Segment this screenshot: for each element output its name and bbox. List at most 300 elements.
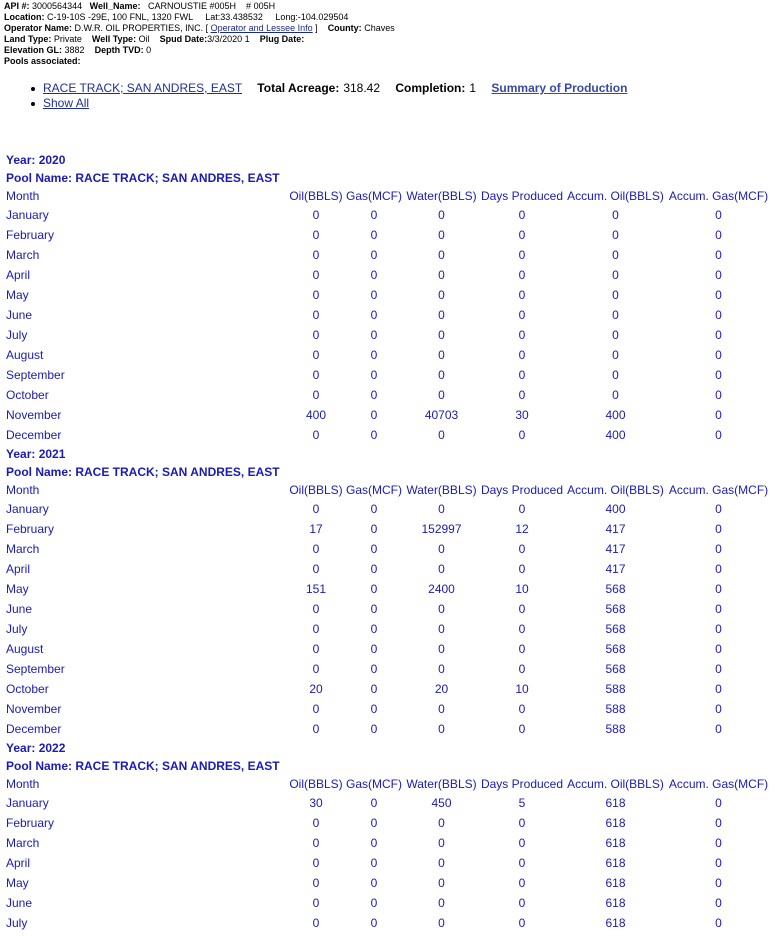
value-cell: 0 [715, 248, 722, 262]
value-cell: 0 [370, 368, 378, 382]
header-line-6 [4, 56, 780, 67]
month-cell: September [6, 662, 65, 676]
table-row [0, 385, 771, 405]
value-cell: 0 [518, 916, 526, 930]
column-header: Gas(MCF) [346, 483, 402, 497]
value-cell: 0 [715, 542, 722, 556]
value-cell: 0 [715, 602, 722, 616]
pool-link[interactable]: RACE TRACK; SAN ANDRES, EAST [43, 81, 242, 95]
value-cell: 568 [605, 662, 626, 676]
month-cell: March [6, 836, 40, 850]
value-cell: 0 [715, 916, 722, 930]
value-cell: 0 [438, 288, 445, 302]
value-cell: 0 [715, 836, 722, 850]
value-cell: 0 [370, 682, 378, 696]
value-cell: 0 [370, 622, 378, 636]
year-title: Year: 2021 [6, 447, 66, 461]
location-label: Location: [4, 12, 45, 22]
value-cell: 0 [438, 876, 445, 890]
operator-value: D.W.R. OIL PROPERTIES, INC. [74, 23, 204, 33]
value-cell: 0 [518, 328, 526, 342]
value-cell: 0 [612, 268, 619, 282]
value-cell: 0 [438, 348, 445, 362]
value-cell: 10 [515, 682, 529, 696]
api-label: API #: [4, 1, 30, 11]
pool-name-title: Pool Name: RACE TRACK; SAN ANDRES, EAST [6, 171, 280, 185]
api-value: 3000564344 [32, 1, 83, 11]
value-cell: 40703 [424, 408, 459, 422]
value-cell: 568 [605, 602, 626, 616]
well-number-value: 005H [253, 1, 276, 11]
value-cell: 152997 [421, 522, 462, 536]
value-cell: 0 [518, 308, 526, 322]
value-cell: 0 [715, 408, 722, 422]
value-cell: 0 [312, 502, 320, 516]
value-cell: 400 [605, 502, 626, 516]
year-title: Year: 2022 [6, 741, 66, 755]
value-cell: 0 [312, 702, 320, 716]
value-cell: 0 [312, 368, 320, 382]
table-row [0, 659, 771, 679]
table-row [0, 325, 771, 345]
value-cell: 588 [605, 722, 626, 736]
month-cell: November [6, 702, 62, 716]
production-table [0, 481, 771, 739]
column-header: Water(BBLS) [406, 777, 477, 791]
well-header [0, 0, 784, 67]
value-cell: 0 [518, 836, 526, 850]
value-cell: 0 [438, 602, 445, 616]
well-name-value: CARNOUSTIE #005H [147, 1, 237, 11]
value-cell: 0 [370, 522, 378, 536]
column-header: Accum. Oil(BBLS) [567, 777, 664, 791]
value-cell: 0 [312, 622, 320, 636]
lat-value: 33.438532 [220, 12, 263, 22]
column-header: Accum. Oil(BBLS) [567, 483, 664, 497]
value-cell: 0 [518, 722, 526, 736]
column-header: Month [6, 777, 40, 791]
value-cell: 0 [612, 248, 619, 262]
value-cell: 0 [312, 288, 320, 302]
month-cell: June [6, 308, 33, 322]
column-header: Gas(MCF) [346, 189, 402, 203]
table-row [0, 619, 771, 639]
long-label: Long: [275, 12, 298, 22]
value-cell: 0 [312, 388, 320, 402]
value-cell: 588 [605, 702, 626, 716]
value-cell: 0 [438, 896, 445, 910]
value-cell: 0 [518, 208, 526, 222]
value-cell: 0 [370, 642, 378, 656]
table-row [0, 285, 771, 305]
acreage-value: 318.42 [343, 81, 381, 95]
value-cell: 0 [715, 502, 722, 516]
value-cell: 0 [715, 682, 722, 696]
table-row [0, 699, 771, 719]
month-cell: June [6, 896, 33, 910]
table-row [0, 225, 771, 245]
month-cell: May [6, 582, 29, 596]
month-cell: February [6, 228, 55, 242]
table-row [0, 793, 771, 813]
value-cell: 0 [370, 876, 378, 890]
month-cell: January [6, 502, 49, 516]
value-cell: 0 [370, 388, 378, 402]
month-cell: September [6, 368, 65, 382]
value-cell: 0 [438, 562, 445, 576]
table-header-row [0, 775, 771, 793]
value-cell: 0 [612, 328, 619, 342]
month-cell: December [6, 428, 62, 442]
month-cell: April [6, 856, 31, 870]
column-header: Gas(MCF) [346, 777, 402, 791]
table-row [0, 345, 771, 365]
value-cell: 0 [715, 228, 722, 242]
land-type-value: Private [53, 34, 82, 44]
table-row [0, 559, 771, 579]
value-cell: 0 [312, 896, 320, 910]
table-row [0, 265, 771, 285]
pools-associated-label: Pools associated: [4, 56, 81, 66]
value-cell: 0 [518, 856, 526, 870]
value-cell: 0 [312, 722, 320, 736]
value-cell: 0 [438, 308, 445, 322]
value-cell: 0 [370, 702, 378, 716]
value-cell: 0 [370, 542, 378, 556]
plug-date-label: Plug Date: [259, 34, 305, 44]
value-cell: 0 [715, 348, 722, 362]
elevation-value: 3882 [64, 45, 85, 55]
month-cell: March [6, 542, 40, 556]
table-row [0, 893, 771, 913]
value-cell: 0 [715, 876, 722, 890]
pool-list-item [43, 81, 784, 96]
value-cell: 0 [370, 348, 378, 362]
value-cell: 20 [434, 682, 449, 696]
value-cell: 0 [518, 368, 526, 382]
value-cell: 0 [518, 562, 526, 576]
header-line-1 [4, 1, 780, 12]
table-header-row [0, 187, 771, 205]
value-cell: 0 [438, 856, 445, 870]
table-row [0, 853, 771, 873]
month-cell: December [6, 722, 62, 736]
value-cell: 0 [312, 856, 320, 870]
column-header: Days Produced [480, 777, 564, 791]
value-cell: 0 [715, 816, 722, 830]
month-cell: April [6, 268, 31, 282]
value-cell: 0 [312, 916, 320, 930]
depth-label: Depth TVD: [94, 45, 144, 55]
value-cell: 0 [312, 348, 320, 362]
long-value: -104.029504 [297, 12, 349, 22]
value-cell: 0 [370, 268, 378, 282]
column-header: Days Produced [480, 189, 564, 203]
value-cell: 0 [370, 836, 378, 850]
value-cell: 0 [518, 816, 526, 830]
value-cell: 0 [370, 408, 378, 422]
value-cell: 30 [309, 796, 323, 810]
month-cell: June [6, 602, 33, 616]
county-value: Chaves [364, 23, 395, 33]
month-cell: May [6, 876, 29, 890]
value-cell: 568 [605, 582, 626, 596]
value-cell: 0 [438, 722, 445, 736]
value-cell: 0 [438, 916, 445, 930]
completion-value: 1 [469, 81, 477, 95]
production-table [0, 775, 771, 933]
value-cell: 0 [518, 602, 526, 616]
value-cell: 618 [605, 896, 626, 910]
value-cell: 0 [312, 542, 320, 556]
value-cell: 0 [370, 722, 378, 736]
table-row [0, 719, 771, 739]
operator-label: Operator Name: [4, 23, 73, 33]
month-cell: July [6, 328, 28, 342]
value-cell: 0 [370, 582, 378, 596]
column-header: Accum. Gas(MCF) [668, 483, 769, 497]
value-cell: 0 [518, 348, 526, 362]
well-name-label: Well_Name: [89, 1, 141, 11]
value-cell: 417 [605, 562, 626, 576]
month-cell: May [6, 288, 29, 302]
value-cell: 0 [518, 622, 526, 636]
table-header-row [0, 481, 771, 499]
header-line-5 [4, 45, 780, 56]
table-row [0, 499, 771, 519]
value-cell: 0 [518, 702, 526, 716]
value-cell: 0 [370, 602, 378, 616]
table-row [0, 365, 771, 385]
value-cell: 568 [605, 642, 626, 656]
value-cell: 0 [715, 288, 722, 302]
month-cell: April [6, 562, 31, 576]
value-cell: 0 [715, 368, 722, 382]
value-cell: 0 [518, 268, 526, 282]
value-cell: 0 [518, 502, 526, 516]
header-line-4 [4, 34, 780, 45]
value-cell: 0 [612, 308, 619, 322]
column-header: Accum. Gas(MCF) [668, 189, 769, 203]
value-cell: 0 [715, 622, 722, 636]
value-cell: 0 [370, 328, 378, 342]
table-row [0, 405, 771, 425]
column-header: Oil(BBLS) [289, 777, 343, 791]
value-cell: 0 [715, 428, 722, 442]
value-cell: 0 [370, 428, 378, 442]
value-cell: 400 [305, 408, 327, 422]
value-cell: 0 [518, 388, 526, 402]
value-cell: 618 [605, 796, 626, 810]
table-row [0, 425, 771, 445]
value-cell: 618 [605, 816, 626, 830]
value-cell: 0 [715, 328, 722, 342]
value-cell: 0 [715, 722, 722, 736]
month-cell: August [6, 642, 44, 656]
land-type-label: Land Type: [4, 34, 52, 44]
column-header: Month [6, 189, 40, 203]
value-cell: 0 [438, 836, 445, 850]
value-cell: 0 [518, 428, 526, 442]
value-cell: 0 [312, 248, 320, 262]
column-header: Accum. Gas(MCF) [668, 777, 769, 791]
column-header: Oil(BBLS) [289, 189, 343, 203]
value-cell: 0 [312, 662, 320, 676]
pool-name-title: Pool Name: RACE TRACK; SAN ANDRES, EAST [6, 465, 280, 479]
table-row [0, 679, 771, 699]
value-cell: 417 [605, 522, 626, 536]
month-cell: August [6, 348, 44, 362]
spud-date-value: 3/3/2020 1 [207, 34, 250, 44]
value-cell: 400 [605, 408, 626, 422]
well-type-label: Well Type: [91, 34, 137, 44]
value-cell: 0 [312, 836, 320, 850]
value-cell: 0 [438, 622, 445, 636]
value-cell: 0 [438, 388, 445, 402]
value-cell: 0 [370, 796, 378, 810]
table-row [0, 913, 771, 933]
value-cell: 0 [370, 916, 378, 930]
value-cell: 0 [715, 562, 722, 576]
summary-of-production-link[interactable]: Summary of Production [491, 81, 628, 95]
production-years [0, 151, 784, 933]
table-row [0, 833, 771, 853]
location-value: C-19-10S -29E, 100 FNL, 1320 FWL [47, 12, 193, 22]
value-cell: 0 [312, 328, 320, 342]
value-cell: 0 [715, 388, 722, 402]
value-cell: 0 [715, 856, 722, 870]
well-type-value: Oil [138, 34, 150, 44]
value-cell: 0 [370, 228, 378, 242]
year-title: Year: 2020 [6, 153, 66, 167]
header-line-2 [4, 12, 780, 23]
value-cell: 0 [312, 642, 320, 656]
month-cell: February [6, 522, 55, 536]
value-cell: 0 [518, 896, 526, 910]
value-cell: 0 [518, 662, 526, 676]
value-cell: 0 [370, 502, 378, 516]
table-row [0, 205, 771, 225]
month-cell: July [6, 916, 28, 930]
value-cell: 12 [515, 522, 529, 536]
value-cell: 0 [370, 208, 378, 222]
value-cell: 0 [518, 642, 526, 656]
acreage-label: Total Acreage: [257, 81, 340, 95]
value-cell: 0 [715, 642, 722, 656]
value-cell: 0 [312, 268, 320, 282]
table-row [0, 813, 771, 833]
table-row [0, 305, 771, 325]
value-cell: 0 [612, 208, 619, 222]
table-row [0, 519, 771, 539]
lat-label: Lat: [205, 12, 221, 22]
value-cell: 0 [715, 308, 722, 322]
value-cell: 0 [312, 876, 320, 890]
value-cell: 0 [312, 816, 320, 830]
column-header: Month [6, 483, 40, 497]
header-line-3: Operator Name: D.W.R. OIL PROPERTIES, INC. [ Operator and Lessee Info ] County: Chaves [4, 23, 395, 33]
value-cell: 0 [438, 368, 445, 382]
value-cell: 0 [312, 428, 320, 442]
value-cell: 0 [715, 522, 722, 536]
month-cell: July [6, 622, 28, 636]
value-cell: 0 [612, 288, 619, 302]
value-cell: 0 [715, 582, 722, 596]
value-cell: 10 [515, 582, 529, 596]
value-cell: 30 [515, 408, 529, 422]
value-cell: 5 [518, 796, 526, 810]
value-cell: 0 [438, 542, 445, 556]
value-cell: 0 [715, 702, 722, 716]
value-cell: 0 [370, 288, 378, 302]
table-row [0, 539, 771, 559]
value-cell: 588 [605, 682, 626, 696]
column-header: Accum. Oil(BBLS) [567, 189, 664, 203]
month-cell: February [6, 816, 55, 830]
elevation-label: Elevation GL: [4, 45, 63, 55]
value-cell: 0 [715, 268, 722, 282]
value-cell: 0 [312, 228, 320, 242]
completion-label: Completion: [395, 81, 466, 95]
column-header: Water(BBLS) [406, 483, 477, 497]
value-cell: 0 [438, 502, 445, 516]
table-row [0, 599, 771, 619]
value-cell: 568 [605, 622, 626, 636]
month-cell: November [6, 408, 62, 422]
value-cell: 0 [518, 248, 526, 262]
value-cell: 0 [438, 228, 445, 242]
value-cell: 0 [438, 702, 445, 716]
value-cell: 2400 [428, 582, 455, 596]
value-cell: 0 [312, 562, 320, 576]
county-label: County: [327, 23, 362, 33]
operator-lessee-link[interactable]: Operator and Lessee Info [210, 23, 313, 33]
table-row [0, 579, 771, 599]
value-cell: 0 [370, 562, 378, 576]
value-cell: 0 [312, 208, 320, 222]
value-cell: 618 [605, 876, 626, 890]
column-header: Oil(BBLS) [289, 483, 343, 497]
month-cell: October [6, 682, 49, 696]
show-all-link[interactable]: Show All [43, 96, 90, 110]
value-cell: 0 [370, 248, 378, 262]
value-cell: 0 [312, 602, 320, 616]
production-table [0, 187, 771, 445]
value-cell: 450 [431, 796, 452, 810]
value-cell: 0 [438, 816, 445, 830]
value-cell: 0 [715, 796, 722, 810]
value-cell: 20 [309, 682, 323, 696]
value-cell: 0 [370, 896, 378, 910]
month-cell: January [6, 796, 49, 810]
value-cell: 0 [518, 228, 526, 242]
value-cell: 0 [715, 208, 722, 222]
value-cell: 0 [438, 642, 445, 656]
value-cell: 0 [438, 268, 445, 282]
column-header: Days Produced [480, 483, 564, 497]
value-cell: 0 [438, 428, 445, 442]
table-row [0, 639, 771, 659]
table-row [0, 873, 771, 893]
value-cell: 0 [612, 368, 619, 382]
value-cell: 0 [612, 348, 619, 362]
table-row [0, 245, 771, 265]
value-cell: 0 [438, 662, 445, 676]
value-cell: 0 [518, 288, 526, 302]
month-cell: January [6, 208, 49, 222]
value-cell: 0 [370, 856, 378, 870]
value-cell: 0 [612, 388, 619, 402]
